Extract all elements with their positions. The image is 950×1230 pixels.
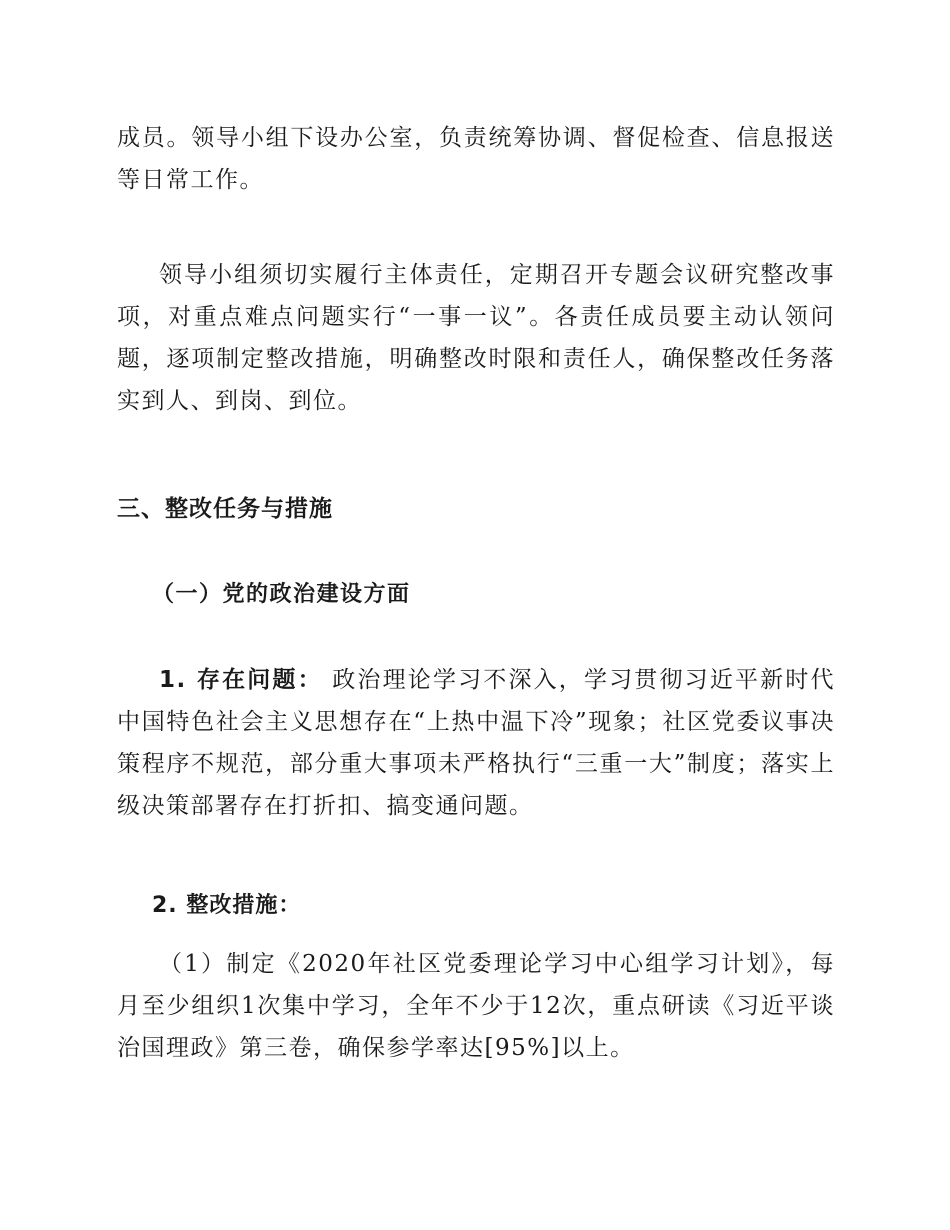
paragraph-existing-issues [117,659,835,827]
section-heading: 三、整改任务与措施 [117,496,333,522]
paragraph-leadership-responsibility: 领导小组须切实履行主体责任，定期召开专题会议研究整改事项，对重点难点问题实行“一事一议”。各责任成员要主动认领问题，逐项制定整改措施，明确整改时限和责任人，确保整改任务落实到人、到岗、到位。 [117,262,835,414]
issue-label: 1. 存在问题： [159,667,323,693]
paragraph-measure-1: （1）制定《2020年社区党委理论学习中心组学习计划》，每月至少组织1次集中学习，全年不少于12次，重点研读《习近平谈治国理政》第三卷，确保参学率达[95%]以上。 [117,951,835,1061]
issue-text: 政治理论学习不深入，学习贯彻习近平新时代中国特色社会主义思想存在“上热中温下冷”现象；社区党委议事决策程序不规范，部分重大事项未严格执行“三重一大”制度；落实上级决策部署存在打折扣、搞变通问题。 [117,667,836,819]
subsection-heading: （一）党的政治建设方面 [152,582,411,607]
paragraph-office-duties: 成员。领导小组下设办公室，负责统筹协调、督促检查、信息报送等日常工作。 [117,125,835,193]
measures-heading: 2. 整改措施： [152,893,302,918]
